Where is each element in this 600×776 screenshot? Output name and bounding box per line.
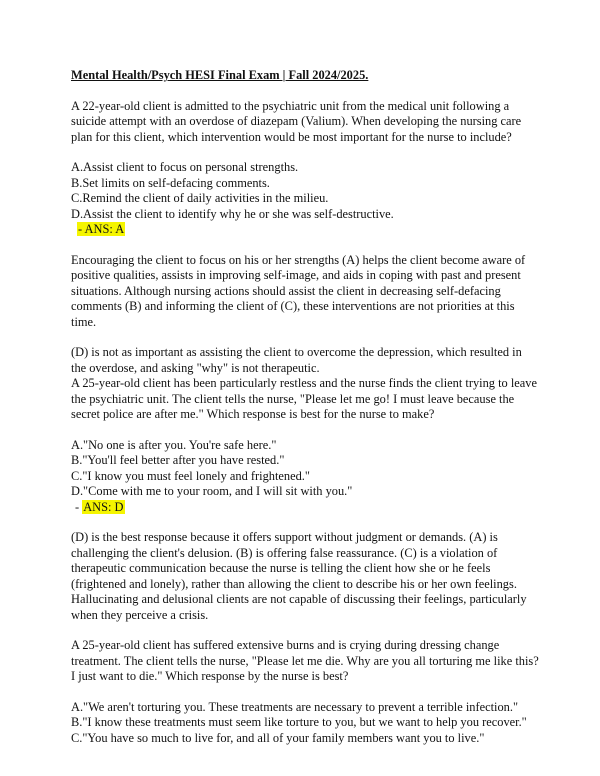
- question-1-rationale-1: Encouraging the client to focus on his or her strengths (A) helps the client become aware of positive qualities, assists in improving self-image, and aids in coping with past and present situations. Although nursing actions should assist the client in decreasing self-defacing comments (B) and informing the client of (C), these interventions are not priorities at this time.: [71, 252, 526, 329]
- document-page: [71, 68, 539, 746]
- question-2-answer-line: - ANS: D: [75, 499, 124, 514]
- question-3-option-c: C."You have so much to live for, and all of your family members want you to live.": [71, 730, 485, 745]
- question-1-options: [71, 160, 539, 222]
- question-2-options: [71, 438, 539, 500]
- question-2-option-a: A."No one is after you. You're safe here.": [71, 437, 277, 452]
- question-3-option-a: A."We aren't torturing you. These treatments are necessary to prevent a terrible infection.": [71, 699, 519, 714]
- question-2-answer: ANS: D: [83, 499, 124, 514]
- question-1-option-d: D.Assist the client to identify why he or she was self-destructive.: [71, 206, 394, 221]
- question-1-answer: - ANS: A: [78, 222, 125, 236]
- question-3-stem: A 25-year-old client has suffered extensive burns and is crying during dressing change treatment. The client tells the nurse, "Please let me die. Why are you all torturing me like this? I just want to die." Which response by the nurse is best?: [71, 638, 539, 683]
- question-2-stem: A 25-year-old client has been particularly restless and the nurse finds the client trying to leave the psychiatric unit. The client tells the nurse, "Please let me go! I must leave because the secret police are after me." Which response is best for the nurse to make?: [71, 376, 537, 421]
- document-title: Mental Health/Psych HESI Final Exam | Fall 2024/2025.: [71, 68, 369, 82]
- question-3-option-b: B."I know these treatments must seem like torture to you, but we want to help you recover.": [71, 715, 527, 729]
- question-1-option-b: B.Set limits on self-defacing comments.: [71, 175, 270, 190]
- question-1-option-a: A.Assist client to focus on personal strengths.: [71, 160, 299, 174]
- question-1-rationale-2: (D) is not as important as assisting the client to overcome the depression, which resulted in the overdose, and asking "why" is not therapeutic.: [71, 345, 522, 375]
- question-1-answer-line: [71, 222, 539, 238]
- question-2-option-c: C."I know you must feel lonely and frightened.": [71, 468, 310, 483]
- question-2-rationale: (D) is the best response because it offers support without judgment or demands. (A) is challenging the client's delusion. (B) is offering false reassurance. (C) is a violation of therapeutic communication because the nurse is telling the client how she or he feels (frightened and lonely), rather than allowing the client to describe his or her own feelings. Hallucinating and delusional clients are not capable of discussing their feelings, particularly when they perceive a crisis.: [71, 530, 527, 622]
- question-1-option-c: C.Remind the client of daily activities in the milieu.: [71, 191, 329, 205]
- question-2-option-b: B."You'll feel better after you have rested.": [71, 453, 285, 467]
- question-1-stem: A 22-year-old client is admitted to the psychiatric unit from the medical unit following a suicide attempt with an overdose of diazepam (Valium). When developing the nursing care plan for this client, which intervention would be most important for the nurse to include?: [71, 98, 522, 144]
- question-2-option-d: D."Come with me to your room, and I will sit with you.": [71, 484, 353, 498]
- question-3-options: [71, 700, 539, 747]
